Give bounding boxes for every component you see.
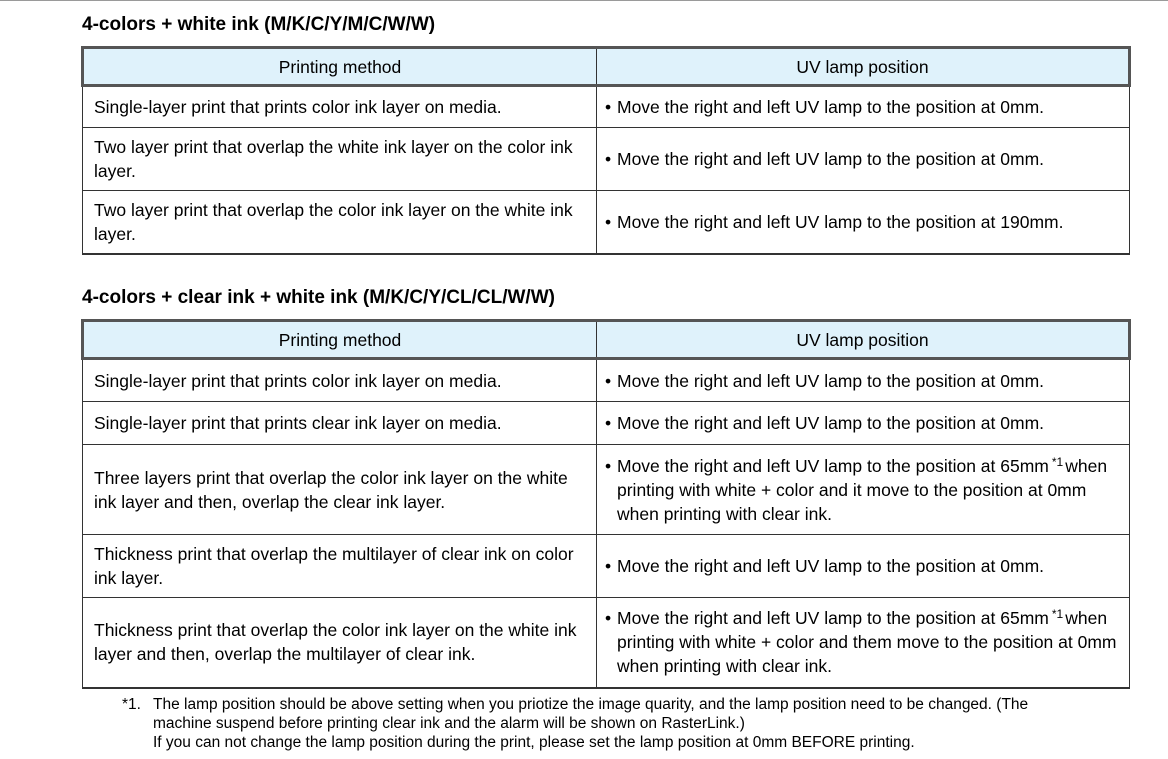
printing-method-cell: Two layer print that overlap the white ink layer on the color ink layer. xyxy=(83,128,597,191)
table-row xyxy=(83,191,1130,254)
table-row xyxy=(83,128,1130,191)
bullet-icon: • xyxy=(605,211,612,232)
printing-method-cell: Three layers print that overlap the color ink layer on the white ink layer and then, overlap the clear ink layer. xyxy=(83,445,597,535)
table-row xyxy=(83,86,1130,128)
uv-lamp-text xyxy=(617,454,1123,526)
printing-method-cell: Single-layer print that prints color ink layer on media. xyxy=(83,86,597,128)
column-header-printing-method: Printing method xyxy=(83,321,597,359)
table-row xyxy=(83,445,1130,535)
white-ink-table xyxy=(81,46,1131,255)
uv-lamp-text: Move the right and left UV lamp to the position at 190mm. xyxy=(617,211,1064,232)
footnote xyxy=(122,695,1134,752)
printing-method-cell: Two layer print that overlap the color ink layer on the white ink layer. xyxy=(83,191,597,254)
footnote-mark: *1. xyxy=(122,696,141,713)
uv-lamp-cell xyxy=(597,128,1130,191)
uv-lamp-cell xyxy=(597,191,1130,254)
footnote-reference: *1 xyxy=(1051,454,1064,469)
bullet-icon: • xyxy=(605,455,612,476)
printing-method-cell: Single-layer print that prints clear ink layer on media. xyxy=(83,402,597,445)
uv-lamp-text: Move the right and left UV lamp to the position at 0mm. xyxy=(617,413,1045,433)
bullet-icon: • xyxy=(605,97,612,117)
printing-method-cell: Thickness print that overlap the color ink layer on the white ink layer and then, overlap the multilayer of clear ink. xyxy=(83,598,597,688)
table-row xyxy=(83,402,1130,445)
uv-lamp-text: Move the right and left UV lamp to the position at 0mm. xyxy=(617,370,1045,391)
uv-lamp-text: Move the right and left UV lamp to the position at 0mm. xyxy=(617,97,1045,117)
uv-lamp-cell xyxy=(597,445,1130,535)
table-row xyxy=(83,535,1130,598)
bullet-icon: • xyxy=(605,149,612,169)
uv-lamp-cell xyxy=(597,535,1130,598)
uv-lamp-text: Move the right and left UV lamp to the position at 0mm. xyxy=(617,556,1045,576)
table-row xyxy=(83,598,1130,688)
footnote-line: If you can not change the lamp position during the print, please set the lamp position at 0mm BEFORE printing. xyxy=(153,734,915,751)
printing-method-cell: Thickness print that overlap the multilayer of clear ink on color ink layer. xyxy=(83,535,597,598)
uv-lamp-cell xyxy=(597,402,1130,445)
footnote-reference: *1 xyxy=(1051,607,1064,622)
bullet-icon: • xyxy=(605,413,612,433)
bullet-icon: • xyxy=(605,370,612,391)
column-header-printing-method: Printing method xyxy=(83,48,597,86)
uv-lamp-text-end: when printing with white + color and them move to the position at 0mm when printing with clear ink. xyxy=(617,608,1117,677)
footnote-line: machine suspend before printing clear ink and the alarm will be shown on RasterLink.) xyxy=(153,715,745,732)
footnote-line: The lamp position should be above setting when you priotize the image quarity, and the lamp position need to be changed. (The xyxy=(153,696,1029,713)
uv-lamp-text: Move the right and left UV lamp to the position at 0mm. xyxy=(617,149,1045,169)
uv-lamp-text xyxy=(617,606,1123,678)
table-header-row xyxy=(83,321,1130,359)
uv-lamp-text-start: Move the right and left UV lamp to the position at 65mm xyxy=(617,608,1049,629)
bullet-icon: • xyxy=(605,556,612,576)
column-header-uv-lamp-position: UV lamp position xyxy=(597,48,1130,86)
uv-lamp-text-end: when printing with white + color and it move to the position at 0mm when printing with clear ink. xyxy=(617,455,1108,524)
section-title-white-ink: 4-colors + white ink (M/K/C/Y/M/C/W/W) xyxy=(82,14,436,35)
footnote-body xyxy=(153,695,1134,752)
uv-lamp-cell xyxy=(597,86,1130,128)
table-header-row xyxy=(83,48,1130,86)
section-title-clear-white-ink: 4-colors + clear ink + white ink (M/K/C/Y/CL/CL/W/W) xyxy=(82,287,555,308)
uv-lamp-cell xyxy=(597,598,1130,688)
column-header-uv-lamp-position: UV lamp position xyxy=(597,321,1130,359)
clear-white-ink-table xyxy=(81,319,1131,689)
top-rule xyxy=(0,0,1168,1)
uv-lamp-cell xyxy=(597,359,1130,402)
uv-lamp-text-start: Move the right and left UV lamp to the position at 65mm xyxy=(617,455,1049,476)
table-row xyxy=(83,359,1130,402)
bullet-icon: • xyxy=(605,608,612,629)
printing-method-cell: Single-layer print that prints color ink layer on media. xyxy=(83,359,597,402)
